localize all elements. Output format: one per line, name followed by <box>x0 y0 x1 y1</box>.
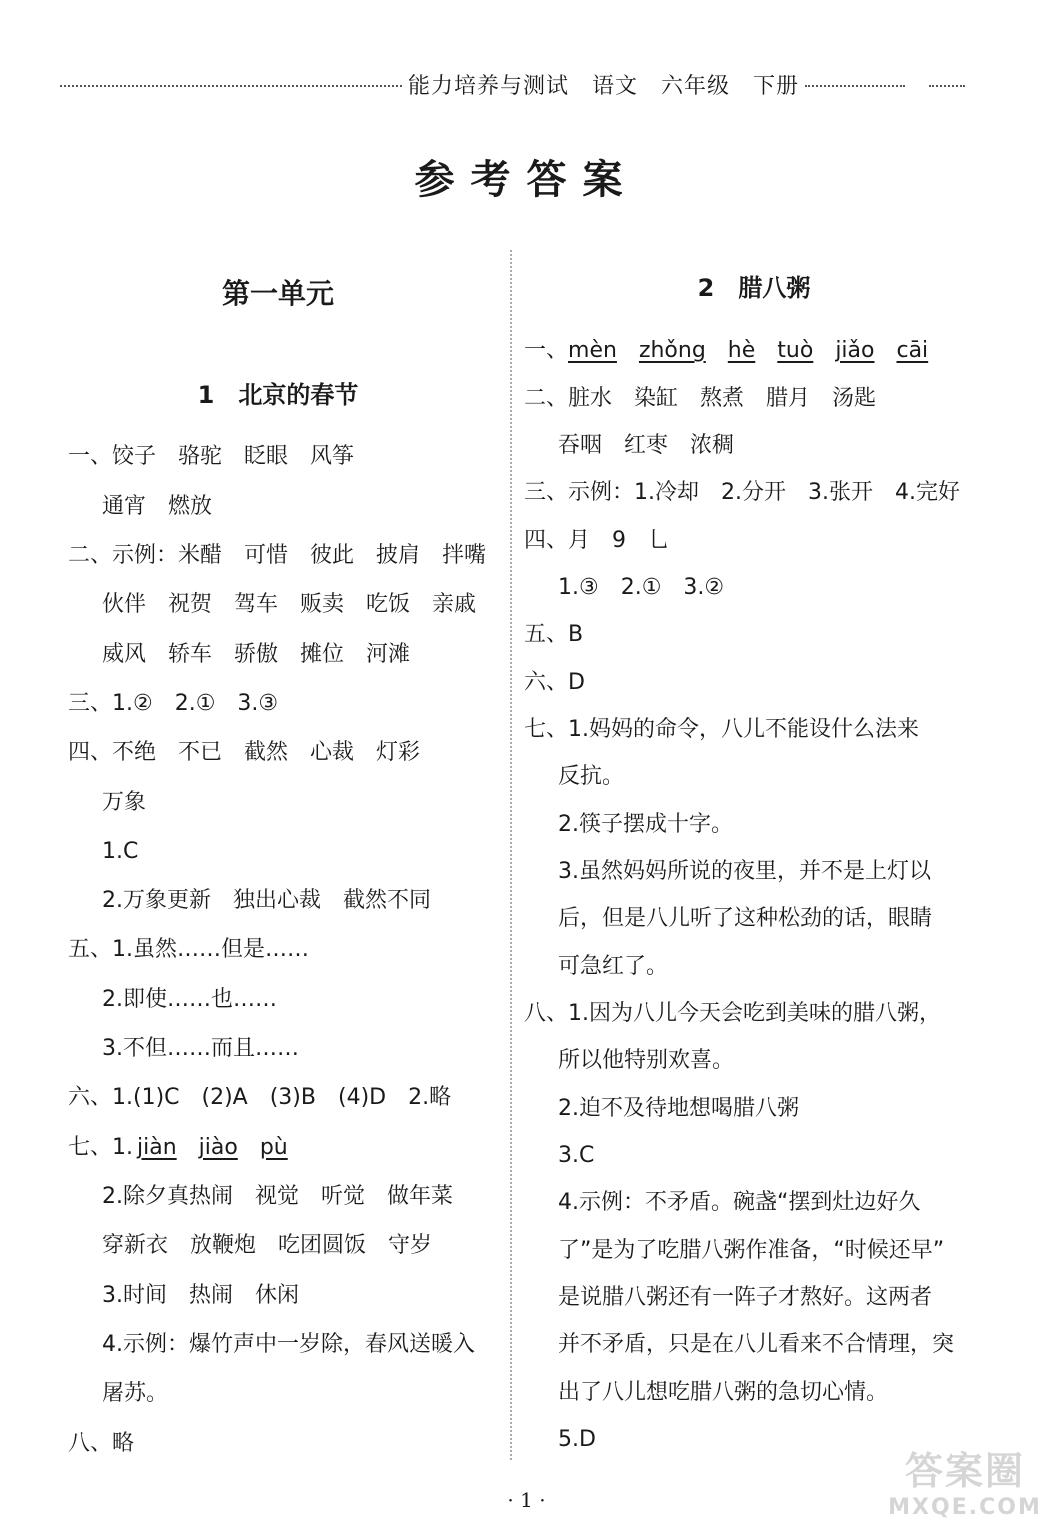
answer-line: 二、示例：米醋 可惜 彼此 披肩 拌嘴 <box>68 543 487 568</box>
answer-line: 2.筷子摆成十字。 <box>558 812 733 837</box>
pinyin-line <box>524 336 950 366</box>
answer-line: 通宵 燃放 <box>102 494 213 519</box>
pinyin-word: jiàn <box>137 1135 177 1160</box>
answer-line: 5.D <box>558 1427 596 1452</box>
answer-line: 吞咽 红枣 浓稠 <box>558 433 735 458</box>
answer-line: 屠苏。 <box>102 1381 169 1406</box>
answer-line: 4.示例：爆竹声中一岁除，春风送暖入 <box>102 1332 475 1357</box>
answer-line: 四、月 9 乚 <box>524 528 670 553</box>
answer-line: 3.时间 热闹 休闲 <box>102 1283 299 1308</box>
answer-line: 2.除夕真热闹 视觉 听觉 做年菜 <box>102 1184 453 1209</box>
answer-line: 七、1.妈妈的命令，八儿不能设什么法来 <box>524 717 919 742</box>
answer-line: 出了八儿想吃腊八粥的急切心情。 <box>558 1380 889 1405</box>
watermark-text: 答案圈 <box>904 1449 1025 1493</box>
column-divider <box>510 250 512 1460</box>
answer-line: 五、B <box>524 622 584 647</box>
main-title: 参考答案 <box>414 157 639 203</box>
pinyin-word: hè <box>727 338 756 363</box>
answer-line: 四、不绝 不已 截然 心裁 灯彩 <box>68 740 421 765</box>
pinyin-word: mèn <box>568 338 617 363</box>
answer-line: 三、示例：1.冷却 2.分开 3.张开 4.完好 <box>524 480 960 505</box>
answer-line: 并不矛盾，只是在八儿看来不合情理，突 <box>558 1332 955 1357</box>
lesson-1-title: 1 北京的春节 <box>197 381 359 409</box>
answer-line: 3.虽然妈妈所说的夜里，并不是上灯以 <box>558 859 931 884</box>
pinyin-label: 七、1. <box>68 1135 133 1160</box>
watermark-url: MXQE.COM <box>888 1495 1042 1520</box>
answer-line: 2.即使……也…… <box>102 987 277 1012</box>
header-dots-left <box>60 85 402 87</box>
answer-line: 4.示例：不矛盾。碗盏“摆到灶边好久 <box>558 1190 921 1215</box>
answer-line: 五、1.虽然……但是…… <box>68 937 309 962</box>
answer-line: 可急红了。 <box>558 954 669 979</box>
answer-line: 了”是为了吃腊八粥作准备，“时候还早” <box>558 1238 945 1263</box>
answer-line: 穿新衣 放鞭炮 吃团圆饭 守岁 <box>102 1233 433 1258</box>
answer-line: 1.③ 2.① 3.② <box>558 575 725 600</box>
answer-line: 六、1.(1)C (2)A (3)B (4)D 2.略 <box>68 1085 452 1110</box>
unit-title: 第一单元 <box>221 277 334 310</box>
header-dots-mid <box>805 85 905 87</box>
answer-line: 六、D <box>524 670 585 695</box>
answer-line: 3.C <box>558 1143 595 1168</box>
answer-line: 所以他特别欢喜。 <box>558 1048 735 1073</box>
pinyin-word: pù <box>259 1135 288 1160</box>
pinyin-word: jiǎo <box>835 338 875 363</box>
answer-line: 伙伴 祝贺 驾车 贩卖 吃饭 亲戚 <box>102 592 477 617</box>
answer-line: 反抗。 <box>558 764 625 789</box>
pinyin-word: tuò <box>777 338 814 363</box>
answer-line: 威风 轿车 骄傲 摊位 河滩 <box>102 642 411 667</box>
answer-line: 三、1.② 2.① 3.③ <box>68 691 279 716</box>
answer-line: 1.C <box>102 839 139 864</box>
header-dots-right <box>929 85 965 87</box>
pinyin-word: zhǒng <box>638 338 706 363</box>
answer-line: 二、脏水 染缸 熬煮 腊月 汤匙 <box>524 386 877 411</box>
page-header <box>60 64 965 104</box>
page-number: · 1 · <box>507 1488 546 1512</box>
answer-line: 八、1.因为八儿今天会吃到美味的腊八粥， <box>524 1001 941 1026</box>
answer-line: 一、饺子 骆驼 眨眼 风筝 <box>68 444 355 469</box>
answer-line: 2.万象更新 独出心裁 截然不同 <box>102 888 431 913</box>
pinyin-label: 一、 <box>524 338 569 363</box>
answer-line: 3.不但……而且…… <box>102 1036 299 1061</box>
watermark-logo <box>880 1440 1050 1536</box>
answer-line: 后，但是八儿听了这种松劲的话，眼睛 <box>558 906 933 931</box>
pinyin-word: cāi <box>896 338 929 363</box>
answer-line: 是说腊八粥还有一阵子才熬好。这两者 <box>558 1285 933 1310</box>
answer-line: 2.迫不及待地想喝腊八粥 <box>558 1096 799 1121</box>
header-title: 能力培养与测试 语文 六年级 下册 <box>407 73 799 99</box>
pinyin-word: jiào <box>198 1135 238 1160</box>
lesson-2-title: 2 腊八粥 <box>697 274 811 302</box>
pinyin-line <box>68 1133 310 1163</box>
answer-line: 八、略 <box>68 1431 135 1456</box>
answer-line: 万象 <box>102 790 147 815</box>
